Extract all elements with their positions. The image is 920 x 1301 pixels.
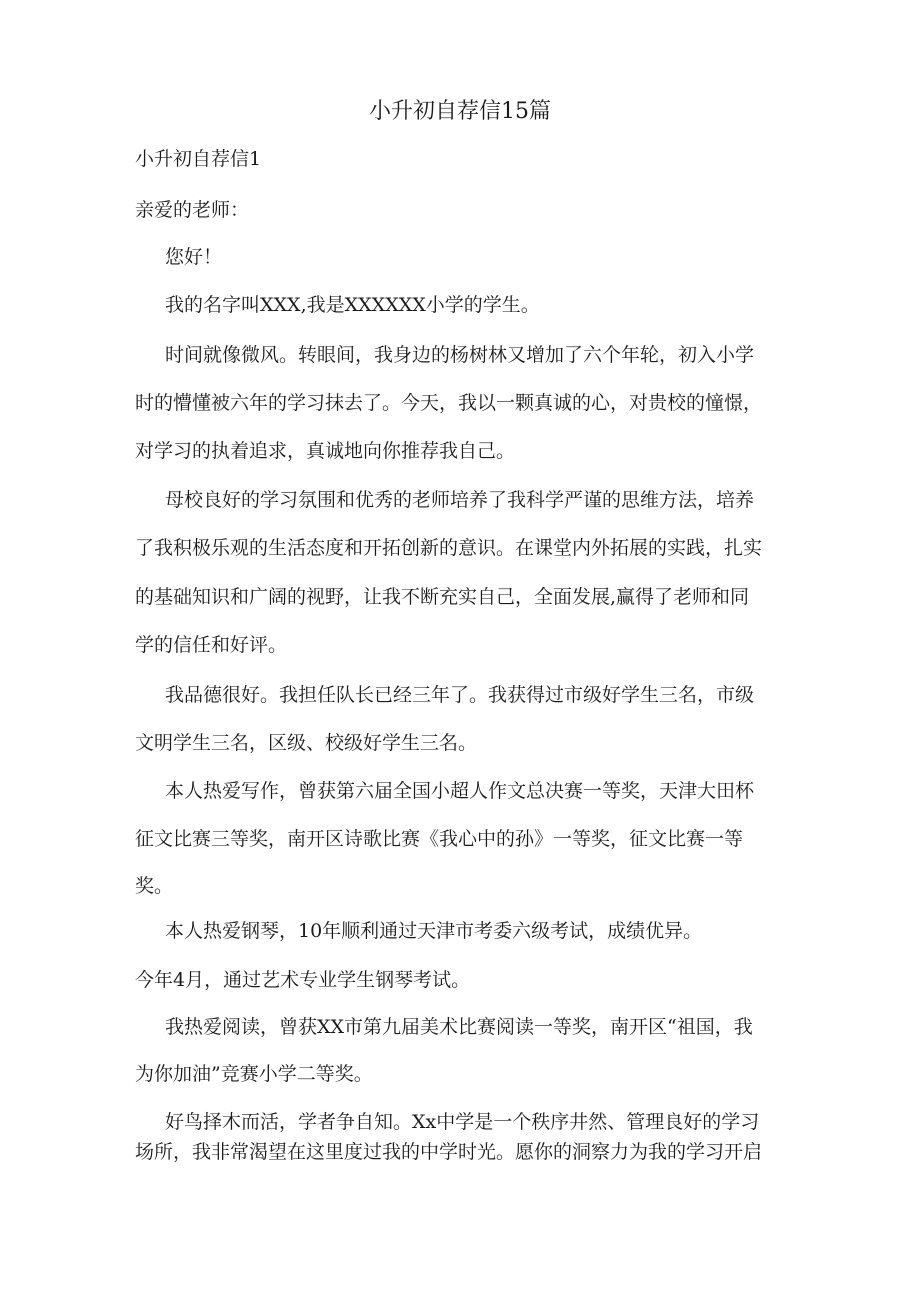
paragraph-line: 时间就像微风。转眼间，我身边的杨树林又增加了六个年轮，初入小学: [165, 344, 755, 366]
paragraph-line: 为你加油”竞赛小学二等奖。: [135, 1063, 373, 1085]
paragraph-line: 对学习的执着追求，真诚地向你推荐我自己。: [135, 440, 516, 462]
paragraph-line: 场所，我非常渴望在这里度过我的中学时光。愿你的洞察力为我的学习开启: [135, 1141, 763, 1163]
paragraph-line: 我品德很好。我担任队长已经三年了。我获得过市级好学生三名，市级: [165, 684, 755, 706]
paragraph-line: 本人热爱钢琴，10年顺利通过天津市考委六级考试，成绩优异。: [165, 920, 703, 942]
paragraph-line: 学的信任和好评。: [135, 634, 288, 656]
paragraph-line: 奖。: [135, 875, 174, 897]
greeting: 您好！: [165, 246, 223, 268]
paragraph-line: 文明学生三名，区级、校级好学生三名。: [135, 732, 478, 754]
paragraph-line: 今年4月，通过艺术专业学生钢琴考试。: [135, 969, 471, 991]
document-title: 小升初自荐信15篇: [369, 99, 551, 124]
paragraph-line: 我热爱阅读，曾获XX市第九届美术比赛阅读一等奖，南开区“祖国，我: [165, 1016, 753, 1038]
paragraph-line: 本人热爱写作，曾获第六届全国小超人作文总决赛一等奖，天津大田杯: [165, 780, 755, 802]
paragraph-line: 的基础知识和广阔的视野，让我不断充实自己，全面发展,赢得了老师和同: [135, 586, 750, 608]
paragraph-line: 时的懵懂被六年的学习抹去了。今天，我以一颗真诚的心，对贵校的憧憬，: [135, 392, 763, 414]
letter-subtitle: 小升初自荐信1: [135, 148, 262, 170]
paragraph-line: 我的名字叫XXX,我是XXXXXX小学的学生。: [165, 294, 540, 316]
paragraph-line: 了我积极乐观的生活态度和开拓创新的意识。在课堂内外拓展的实践，扎实: [135, 537, 763, 559]
paragraph-line: 征文比赛三等奖，南开区诗歌比赛《我心中的孙》一等奖，征文比赛一等: [135, 828, 744, 850]
paragraph-line: 母校良好的学习氛围和优秀的老师培养了我科学严谨的思维方法，培养: [165, 489, 755, 511]
salutation: 亲爱的老师：: [135, 199, 250, 221]
paragraph-line: 好鸟择木而活，学者争自知。Xx中学是一个秩序井然、管理良好的学习: [165, 1111, 760, 1133]
